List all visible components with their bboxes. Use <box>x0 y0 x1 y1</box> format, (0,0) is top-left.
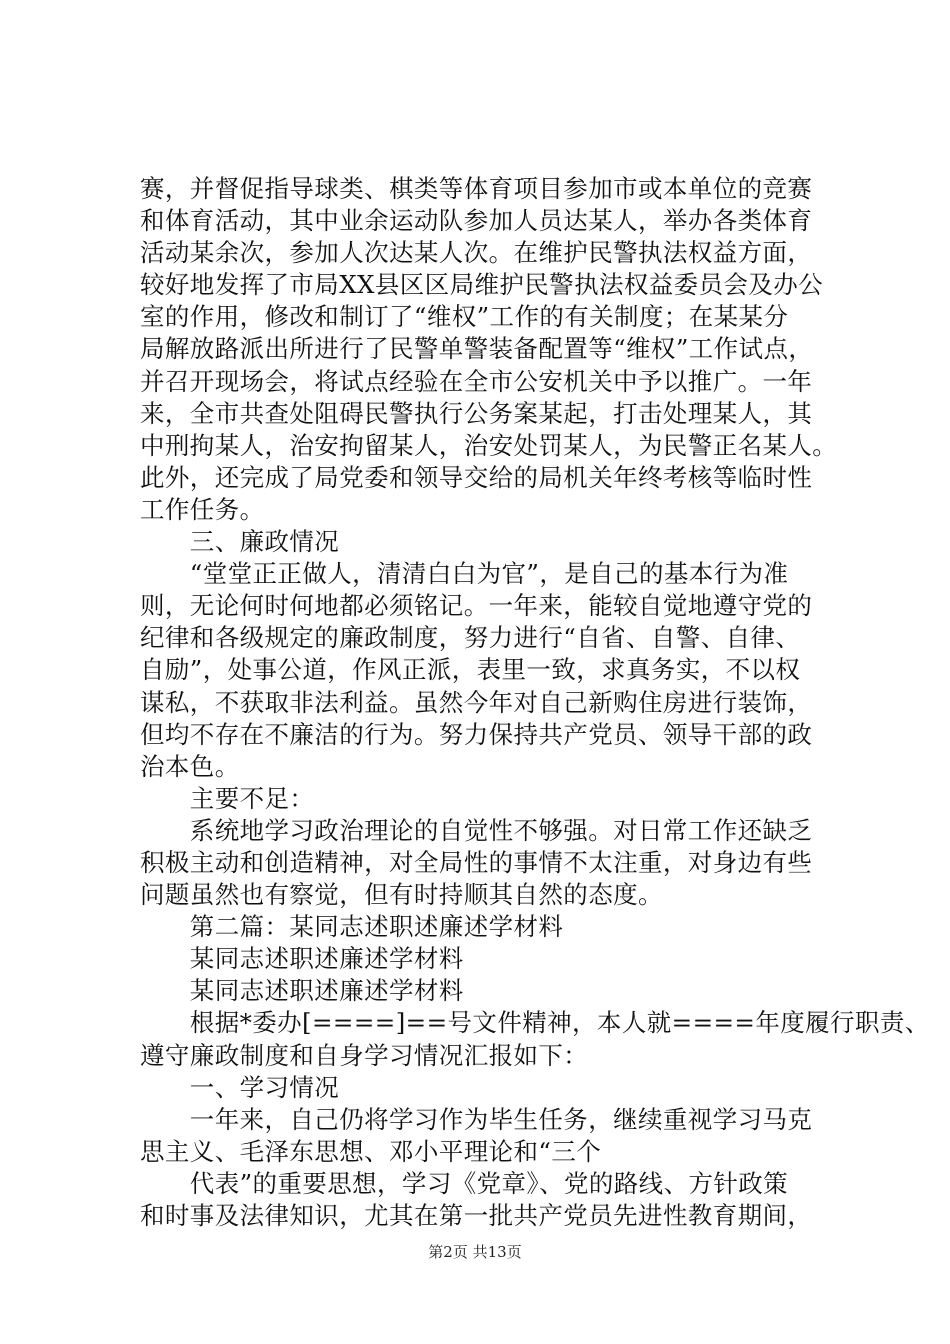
text-line: 根据*委办[====]==号文件精神，本人就====年度履行职责、 <box>140 1008 930 1038</box>
text-line: 自励”，处事公道，作风正派，表里一致，求真务实，不以权 <box>140 655 801 685</box>
text-line: 赛，并督促指导球类、棋类等体育项目参加市或本单位的竞赛 <box>140 174 813 203</box>
text-line: 中刑拘某人，治安拘留某人，治安处罚某人，为民警正名某人。 <box>140 430 838 460</box>
text-line: 活动某余次，参加人次达某人次。在维护民警执法权益方面， <box>140 238 813 268</box>
text-line: 第二篇：某同志述职述廉述学材料 <box>140 912 564 942</box>
text-line: 积极主动和创造精神，对全局性的事情不太注重，对身边有些 <box>140 847 813 877</box>
text-line: 问题虽然也有察觉，但有时持顺其自然的态度。 <box>140 880 663 910</box>
page-footer: 第2页 共13页 <box>428 1243 522 1261</box>
text-line: 三、廉政情况 <box>140 527 340 557</box>
text-line: 代表”的重要思想，学习《党章》、党的路线、方针政策 <box>140 1168 789 1198</box>
text-line: 此外，还完成了局党委和领导交给的局机关年终考核等临时性 <box>140 462 813 492</box>
text-line: 一、学习情况 <box>140 1072 340 1102</box>
text-line: 则，无论何时何地都必须铭记。一年来，能较自觉地遵守党的 <box>140 591 813 621</box>
text-line: 一年来，自己仍将学习作为毕生任务，继续重视学习马克 <box>140 1104 813 1134</box>
text-line: 系统地学习政治理论的自觉性不够强。对日常工作还缺乏 <box>140 815 813 845</box>
text-line: 思主义、毛泽东思想、邓小平理论和“三个 <box>140 1136 602 1166</box>
text-line: 但均不存在不廉洁的行为。努力保持共产党员、领导干部的政 <box>140 719 813 749</box>
text-line: 治本色。 <box>140 751 240 781</box>
text-line: “堂堂正正做人，清清白白为官”，是自己的基本行为准 <box>140 559 789 589</box>
text-line: 谋私，不获取非法利益。虽然今年对自己新购住房进行装饰， <box>140 687 813 717</box>
text-line: 工作任务。 <box>140 494 265 524</box>
document-body <box>140 173 930 1232</box>
text-line: 来，全市共查处阻碍民警执行公务案某起，打击处理某人，其 <box>140 398 813 428</box>
text-line: 并召开现场会，将试点经验在全市公安机关中予以推广。一年 <box>140 366 813 396</box>
text-line: 和时事及法律知识，尤其在第一批共产党员先进性教育期间， <box>140 1201 813 1230</box>
text-line: 遵守廉政制度和自身学习情况汇报如下： <box>140 1040 589 1070</box>
text-line: 较好地发挥了市局XX县区区局维护民警执法权益委员会及办公 <box>140 270 824 300</box>
text-line: 和体育活动，其中业余运动队参加人员达某人，举办各类体育 <box>140 206 813 236</box>
text-line: 室的作用，修改和制订了“维权”工作的有关制度；在某某分 <box>140 302 789 332</box>
text-line: 纪律和各级规定的廉政制度，努力进行“自省、自警、自律、 <box>140 623 801 653</box>
text-line: 某同志述职述廉述学材料 <box>140 976 464 1006</box>
text-line: 局解放路派出所进行了民警单警装备配置等“维权”工作试点， <box>140 334 814 364</box>
text-line: 主要不足： <box>140 783 315 813</box>
text-line: 某同志述职述廉述学材料 <box>140 944 464 974</box>
